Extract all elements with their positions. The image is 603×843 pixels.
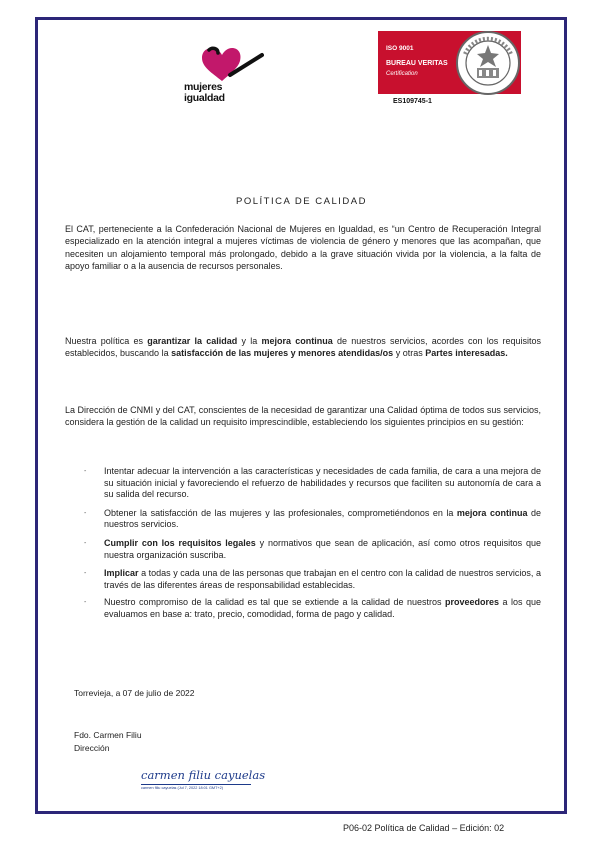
iso-label: ISO 9001 bbox=[386, 45, 414, 52]
signer-block bbox=[74, 729, 142, 754]
place-and-date: Torrevieja, a 07 de julio de 2022 bbox=[74, 688, 195, 698]
bureau-veritas-label: BUREAU VERITAS bbox=[386, 60, 448, 67]
list-item: - Nuestro compromiso de la calidad es tal que se extiende a la calidad de nuestros proveedores a los que evaluamos en base a: trato, precio, comodidad, forma de pago y calidad. bbox=[84, 597, 541, 619]
intro-paragraph: El CAT, perteneciente a la Confederación Nacional de Mujeres en Igualdad, es “un Centro de Recuperación Integral especializado en la atención integral a mujeres víctimas de violencia de género y menores que las acompañan, que necesiten un alojamiento temporal más prolongado, debido a la grave situación vivida por la violencia, a la falta de apoyo familiar o a la ausencia de recursos personales. bbox=[65, 224, 541, 271]
list-item: - Intentar adecuar la intervención a las características y necesidades de cada familia, de cara a una mejora de su situación inicial y favoreciendo el refuerzo de habilidades y recursos que faciliten su autonomía de cara a su salida del recurso. bbox=[84, 466, 541, 500]
handwritten-signature: carmen filiu cayuelas bbox=[141, 768, 266, 782]
document-footer: P06-02 Política de Calidad – Edición: 02 bbox=[343, 823, 505, 833]
page-title: POLÍTICA DE CALIDAD bbox=[236, 196, 367, 207]
principles-list bbox=[84, 466, 541, 621]
list-item: - Implicar a todas y cada una de las personas que trabajan en el centro con la calidad de nuestros servicios, a través de las diferentes áreas de responsabilidad establecidas. bbox=[84, 568, 541, 590]
certification-label: Certification bbox=[386, 71, 418, 77]
list-item: - Obtener la satisfacción de las mujeres y las profesionales, comprometiéndonos en la mejora continua de nuestros servicios. bbox=[84, 507, 542, 530]
logo-word-mujeres: mujeres bbox=[184, 81, 223, 93]
mujeres-igualdad-logo bbox=[182, 45, 264, 107]
signature-underline bbox=[141, 784, 251, 785]
signer-role: Dirección bbox=[74, 742, 110, 753]
bureau-veritas-seal-icon bbox=[455, 30, 521, 96]
certificate-code: ES109745-1 bbox=[393, 98, 432, 105]
list-item: - Cumplir con los requisitos legales y normativos que sean de aplicación, así como otros requisitos que nuestra organización suscriba. bbox=[84, 537, 541, 560]
policy-paragraph: Nuestra política es garantizar la calidad y la mejora continua de nuestros servicios, acordes con los requisitos establecidos, buscando la satisfacción de las mujeres y menores atendidas/os y otras Partes interesadas. bbox=[65, 336, 541, 359]
direction-paragraph: La Dirección de CNMI y del CAT, conscientes de la necesidad de garantizar una Calidad óptima de todos sus servicios, considera la gestión de la calidad un requisito imprescindible, estableciendo los siguientes principios en su gestión: bbox=[65, 405, 541, 428]
heart-logo-icon bbox=[182, 45, 264, 85]
signer-name: Fdo. Carmen Filiu bbox=[74, 730, 142, 740]
signature-timestamp: carmen filiu cayuelas (Jul 7, 2022 18:01 GMT+2) bbox=[141, 786, 223, 790]
logo-word-igualdad: igualdad bbox=[184, 92, 225, 104]
